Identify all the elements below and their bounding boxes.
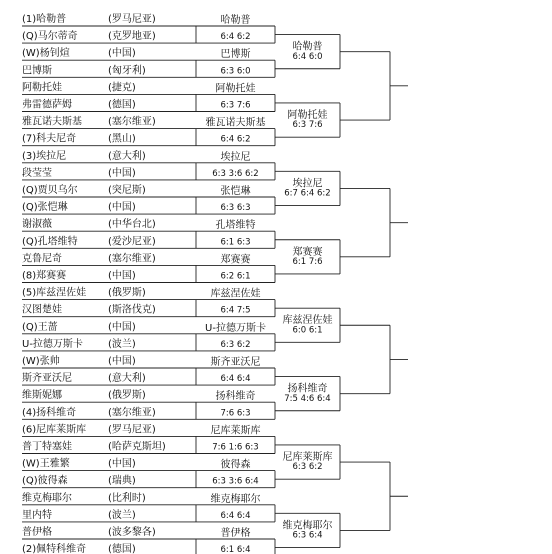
r3-score: 6:3 7:6: [292, 120, 323, 131]
r2-winner-name: 维克梅耶尔: [210, 493, 261, 505]
player-country: (突尼斯): [108, 185, 146, 196]
player-country: (中国): [108, 356, 136, 367]
player-name: 谢淑薇: [22, 219, 52, 231]
r2-winner-name: 阿勒托娃: [215, 83, 256, 95]
r2-winner-name: 彼得森: [220, 459, 251, 471]
player-name: (2)佩特科维奇: [22, 544, 87, 554]
r2-winner-name: U-拉德万斯卡: [205, 322, 266, 334]
player-name: 里内特: [22, 509, 52, 521]
r2-score: 6:3 7:6: [220, 100, 251, 111]
bracket-labels: [22, 12, 333, 554]
player-name: (W)杨钊煊: [22, 48, 70, 60]
player-name: 阿勒托娃: [22, 82, 62, 94]
r2-score: 6:4 6:2: [220, 134, 251, 145]
r3-winner-name: 扬科维奇: [287, 383, 328, 395]
player-country: (中国): [108, 458, 136, 470]
player-country: (中国): [108, 202, 136, 214]
r2-score: 6:1 6:4: [220, 545, 251, 554]
r2-score: 6:3 3:6 6:4: [212, 476, 259, 487]
player-name: (3)埃拉尼: [22, 150, 67, 162]
r3-winner-name: 阿勒托娃: [287, 109, 328, 121]
player-name: (Q)张恺琳: [22, 202, 68, 214]
player-name: (Q)贾贝乌尔: [22, 185, 78, 196]
r2-score: 6:3 6:3: [220, 203, 251, 214]
player-name: U-拉德万斯卡: [22, 338, 83, 350]
r3-score: 6:3 6:2: [292, 462, 323, 473]
r2-score: 6:3 3:6 6:2: [212, 168, 259, 179]
r2-score: 6:4 6:4: [220, 510, 251, 521]
player-name: 维斯妮娜: [22, 390, 62, 402]
player-name: 普丁特塞娃: [22, 441, 72, 453]
player-country: (波兰): [108, 509, 136, 521]
player-name: 弗雷德萨姆: [22, 99, 72, 111]
r2-winner-name: 库兹涅佐娃: [210, 288, 261, 300]
player-name: 普伊格: [22, 527, 52, 538]
player-name: 段莹莹: [22, 167, 52, 179]
player-country: (黑山): [108, 133, 136, 145]
player-name: (Q)马尔蒂奇: [22, 31, 78, 43]
r3-winner-name: 哈勒普: [292, 41, 323, 53]
player-name: 汉图楚娃: [22, 304, 62, 316]
r2-score: 6:2 6:1: [220, 271, 251, 282]
r2-winner-name: 普伊格: [220, 528, 251, 539]
r2-winner-name: 尼库莱斯库: [210, 425, 261, 437]
r2-winner-name: 雅瓦诺夫斯基: [205, 117, 266, 129]
r3-winner-name: 维克梅耶尔: [282, 520, 333, 532]
player-country: (爱沙尼亚): [108, 236, 156, 248]
r2-score: 6:4 6:4: [220, 374, 251, 385]
r3-winner-name: 埃拉尼: [292, 178, 323, 190]
player-country: (比利时): [108, 492, 146, 504]
player-country: (中国): [108, 270, 136, 282]
r2-winner-name: 张恺琳: [220, 186, 251, 197]
r2-winner-name: 埃拉尼: [220, 151, 251, 163]
player-country: (斯洛伐克): [108, 304, 156, 316]
r3-score: 6:1 7:6: [292, 256, 323, 267]
player-country: (波多黎各): [108, 527, 156, 538]
r3-winner-name: 库兹涅佐娃: [282, 315, 333, 327]
player-country: (意大利): [108, 373, 146, 385]
r3-score: 6:7 6:4 6:2: [284, 188, 331, 199]
player-name: (Q)彼得森: [22, 475, 68, 487]
player-country: (哈萨克斯坦): [108, 441, 166, 453]
player-name: 雅瓦诺夫斯基: [22, 116, 82, 128]
r2-winner-name: 孔塔维特: [215, 220, 256, 232]
r3-winner-name: 尼库莱斯库: [282, 451, 333, 463]
player-country: (瑞典): [108, 475, 136, 487]
player-country: (塞尔维亚): [108, 116, 156, 128]
r3-score: 7:5 4:6 6:4: [284, 393, 331, 404]
player-name: (Q)孔塔维特: [22, 236, 78, 248]
r2-score: 6:4 6:2: [220, 32, 251, 43]
player-name: (7)科夫尼奇: [22, 133, 77, 145]
player-country: (罗马尼亚): [108, 14, 156, 25]
player-name: 巴博斯: [22, 65, 52, 77]
player-country: (塞尔维亚): [108, 407, 156, 419]
player-name: 斯齐亚沃尼: [22, 373, 72, 385]
player-name: (8)郑赛赛: [22, 270, 67, 282]
r3-score: 6:0 6:1: [292, 325, 323, 336]
player-name: (1)哈勒普: [22, 14, 67, 25]
player-country: (俄罗斯): [108, 287, 146, 299]
r2-score: 6:1 6:3: [220, 237, 251, 248]
player-country: (捷克): [108, 82, 136, 94]
player-country: (德国): [108, 544, 136, 554]
player-country: (中国): [108, 48, 136, 60]
player-country: (俄罗斯): [108, 390, 146, 402]
player-country: (中华台北): [108, 219, 156, 231]
r2-winner-name: 哈勒普: [220, 15, 251, 26]
r3-score: 6:4 6:0: [292, 51, 323, 62]
r2-score: 6:3 6:0: [220, 66, 251, 77]
player-name: (5)库兹涅佐娃: [22, 287, 87, 299]
r2-winner-name: 巴博斯: [220, 49, 251, 61]
r2-winner-name: 斯齐亚沃尼: [210, 357, 261, 368]
player-country: (意大利): [108, 150, 146, 162]
r2-score: 6:3 6:2: [220, 339, 251, 350]
player-country: (匈牙利): [108, 65, 146, 77]
player-country: (克罗地亚): [108, 31, 156, 43]
player-country: (波兰): [108, 338, 136, 350]
player-name: (6)尼库莱斯库: [22, 424, 87, 436]
player-name: 维克梅耶尔: [22, 492, 72, 504]
player-country: (罗马尼亚): [108, 424, 156, 436]
r2-score: 7:6 1:6 6:3: [212, 442, 259, 453]
r3-score: 6:3 6:4: [292, 530, 323, 541]
player-name: (Q)王蔷: [22, 321, 58, 333]
player-name: (W)王雅繁: [22, 458, 70, 470]
player-name: (W)张帅: [22, 356, 60, 367]
r2-score: 6:4 7:5: [220, 305, 251, 316]
player-country: (塞尔维亚): [108, 253, 156, 265]
r2-winner-name: 郑赛赛: [220, 254, 251, 266]
player-country: (中国): [108, 321, 136, 333]
r3-winner-name: 郑赛赛: [292, 246, 323, 258]
player-name: (4)扬科维奇: [22, 407, 77, 419]
r2-winner-name: 扬科维奇: [215, 391, 256, 403]
player-name: 克鲁尼奇: [22, 253, 62, 265]
player-country: (中国): [108, 167, 136, 179]
r2-score: 7:6 6:3: [220, 408, 251, 419]
player-country: (德国): [108, 99, 136, 111]
